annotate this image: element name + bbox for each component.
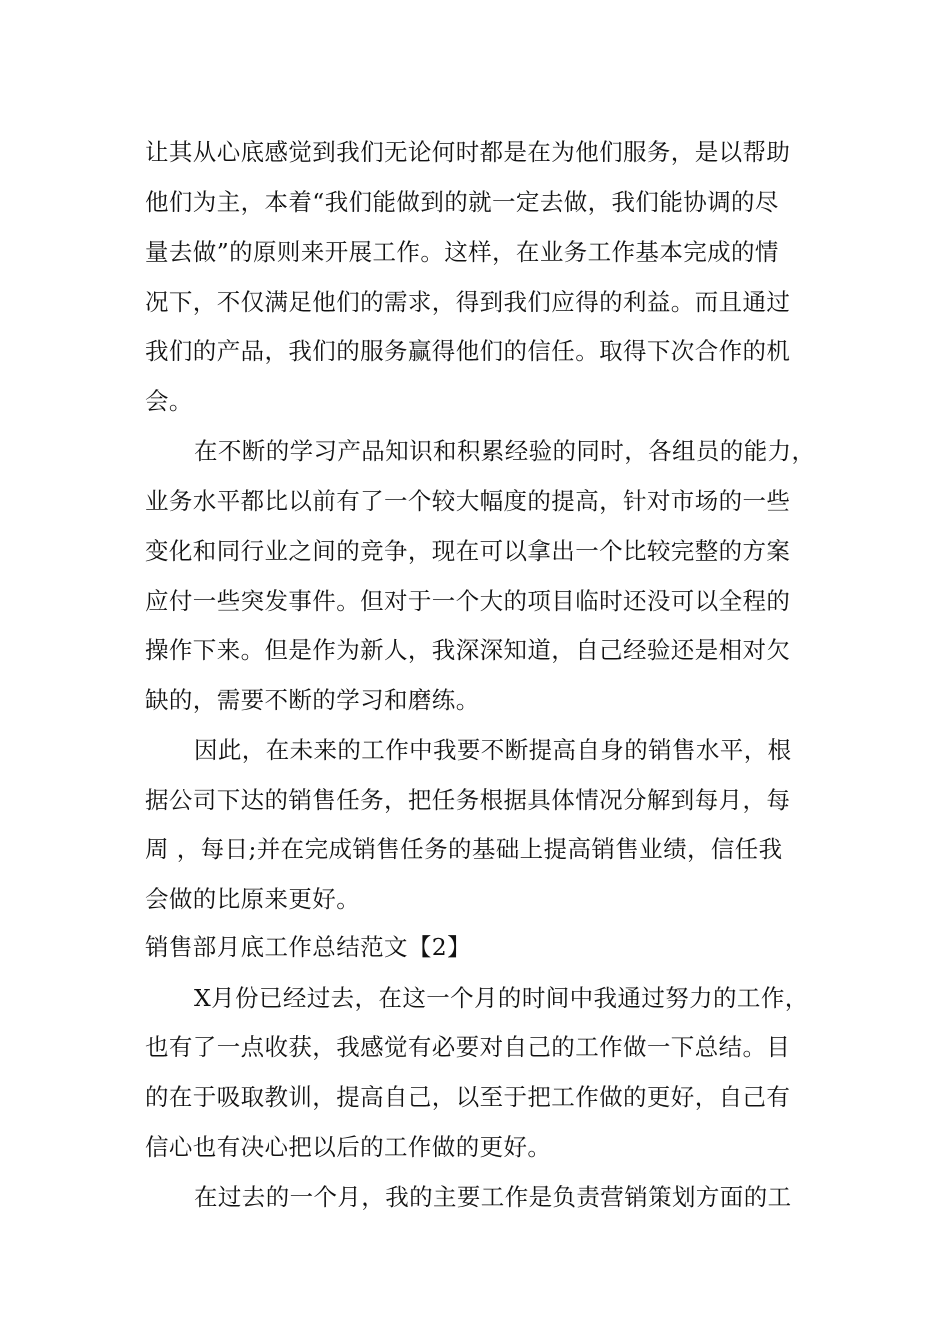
text-line: 在过去的一个月，我的主要工作是负责营销策划方面的工 [194, 1183, 792, 1211]
text-line: 让其从心底感觉到我们无论何时都是在为他们服务，是以帮助 [145, 138, 791, 166]
text-line: 在不断的学习产品知识和积累经验的同时，各组员的能力， [194, 437, 816, 465]
text-line: 操作下来。但是作为新人，我深深知道，自己经验还是相对欠 [145, 636, 791, 664]
text-line: 据公司下达的销售任务，把任务根据具体情况分解到每月，每 [145, 786, 791, 814]
text-line: 因此，在未来的工作中我要不断提高自身的销售水平，根 [194, 736, 792, 764]
section-heading: 销售部月底工作总结范文【2】 [145, 933, 472, 961]
text-line: 他们为主，本着“我们能做到的就一定去做，我们能协调的尽 [145, 188, 779, 216]
text-line: 也有了一点收获，我感觉有必要对自己的工作做一下总结。目 [145, 1033, 791, 1061]
text-line: 变化和同行业之间的竞争，现在可以拿出一个比较完整的方案 [145, 537, 791, 565]
text-line: 周 ，每日;并在完成销售任务的基础上提高销售业绩，信任我 [145, 835, 783, 863]
text-line: 会。 [145, 387, 193, 415]
text-line: 会做的比原来更好。 [145, 885, 361, 913]
text-line: 量去做”的原则来开展工作。这样，在业务工作基本完成的情 [145, 238, 779, 266]
text-line: 的在于吸取教训，提高自己，以至于把工作做的更好，自己有 [145, 1083, 791, 1111]
text-line: 业务水平都比以前有了一个较大幅度的提高，针对市场的一些 [145, 487, 791, 515]
text-line: 况下，不仅满足他们的需求，得到我们应得的利益。而且通过 [145, 288, 791, 316]
text-line: X月份已经过去，在这一个月的时间中我通过努力的工作， [194, 984, 809, 1012]
text-line: 信心也有决心把以后的工作做的更好。 [145, 1133, 552, 1161]
text-line: 缺的，需要不断的学习和磨练。 [145, 686, 480, 714]
text-line: 应付一些突发事件。但对于一个大的项目临时还没可以全程的 [145, 587, 791, 615]
text-line: 我们的产品，我们的服务赢得他们的信任。取得下次合作的机 [145, 337, 791, 365]
